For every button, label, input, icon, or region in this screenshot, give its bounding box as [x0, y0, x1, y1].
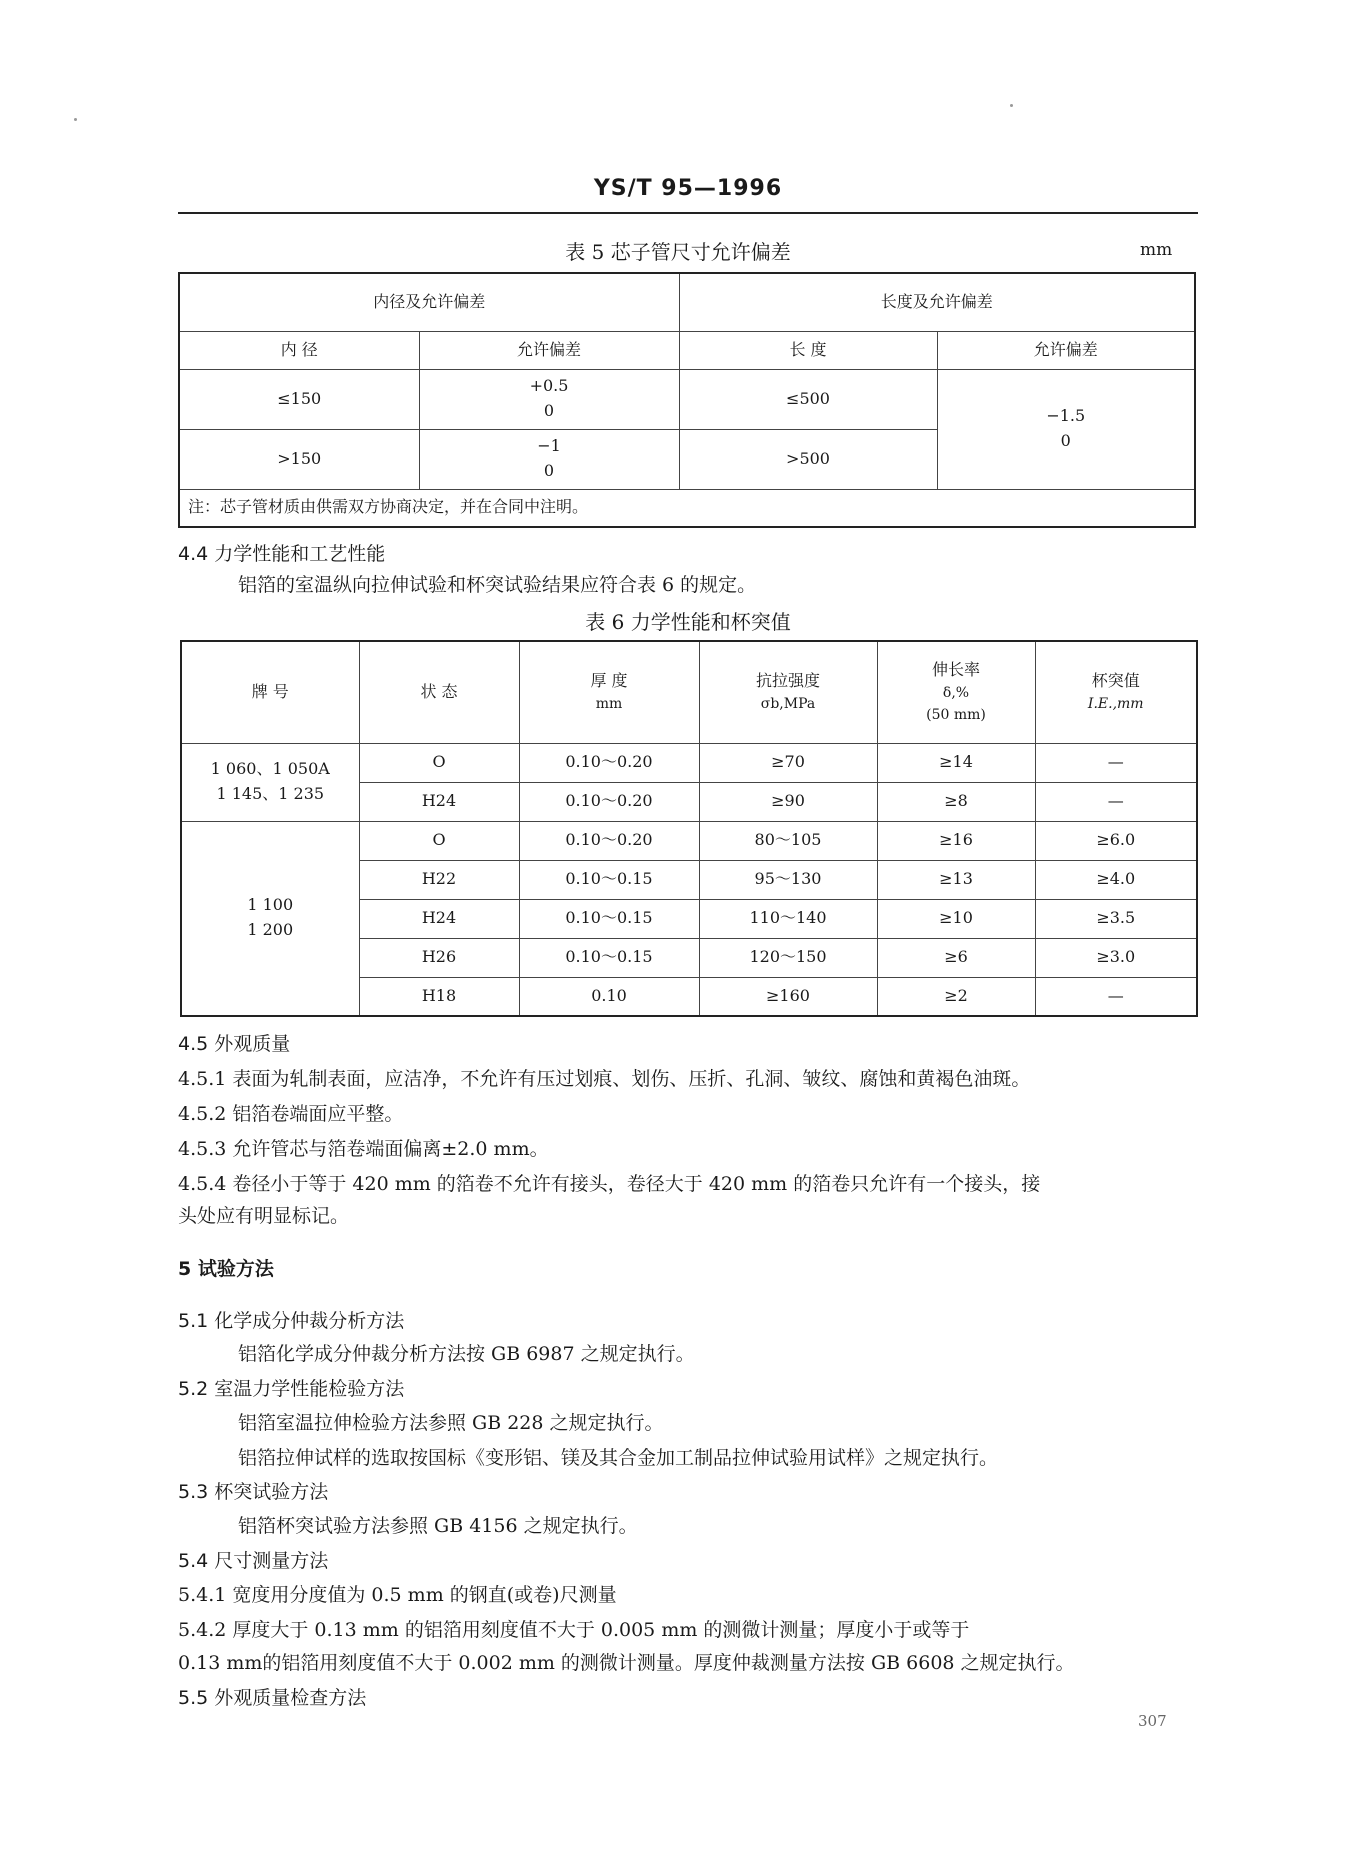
section-5-5-heading: 5.5 外观质量检查方法: [178, 1687, 367, 1709]
table5-col-length: 长 度: [679, 331, 937, 369]
table6-thick-cell: 0.10～0.15: [519, 938, 699, 977]
section-4-4-heading: 4.4 力学性能和工艺性能: [178, 543, 386, 565]
table6-cup-cell: ≥4.0: [1035, 860, 1197, 899]
table6-cup-cell: ≥6.0: [1035, 821, 1197, 860]
section-5-2-text-2: 铝箔拉伸试样的选取按国标《变形铝、镁及其合金加工制品拉伸试验用试样》之规定执行。: [238, 1447, 999, 1469]
table6-thick-cell: 0.10: [519, 977, 699, 1016]
table-row: [181, 821, 1197, 860]
section-4-5-heading: 4.5 外观质量: [178, 1033, 291, 1055]
header-rule: [178, 212, 1198, 214]
table6-elong-cell: ≥14: [877, 743, 1035, 782]
table5-col-inner-tol: 允许偏差: [419, 331, 679, 369]
section-5-4-1: 5.4.1 宽度用分度值为 0.5 mm 的钢直(或卷)尺测量: [178, 1584, 617, 1606]
table6-thick-cell: 0.10～0.20: [519, 821, 699, 860]
section-5-3-text: 铝箔杯突试验方法参照 GB 4156 之规定执行。: [238, 1515, 638, 1537]
section-5-1-text: 铝箔化学成分仲裁分析方法按 GB 6987 之规定执行。: [238, 1343, 695, 1365]
table-row: [179, 369, 1195, 429]
table6-caption: 表 6 力学性能和杯突值: [585, 610, 791, 634]
table6-thick-cell: 0.10～0.20: [519, 743, 699, 782]
table6-grade-group-1: [181, 743, 359, 821]
section-5-4-2-line2: 0.13 mm的铝箔用刻度值不大于 0.002 mm 的测微计测量。厚度仲裁测量方法按 GB 6608 之规定执行。: [178, 1652, 1075, 1674]
tol-lower: 0: [543, 461, 555, 480]
table6-header-elongation: [877, 641, 1035, 743]
section-5-2-text-1: 铝箔室温拉伸检验方法参照 GB 228 之规定执行。: [238, 1412, 664, 1434]
table5-inner-cell: >150: [179, 429, 419, 489]
table6-state-cell: H22: [359, 860, 519, 899]
table6-elong-cell: ≥8: [877, 782, 1035, 821]
table6-state-cell: O: [359, 821, 519, 860]
table6-tensile-cell: 95～130: [699, 860, 877, 899]
table6-elong-cell: ≥16: [877, 821, 1035, 860]
table6-elong-cell: ≥6: [877, 938, 1035, 977]
header-unit: mm: [595, 695, 623, 712]
section-5-4-heading: 5.4 尺寸测量方法: [178, 1550, 329, 1572]
table-row: [181, 743, 1197, 782]
section-4-5-4-line2: 头处应有明显标记。: [178, 1205, 350, 1227]
table5-unit: mm: [1140, 240, 1173, 260]
section-5-1-heading: 5.1 化学成分仲裁分析方法: [178, 1310, 405, 1332]
table6-header-grade: 牌 号: [181, 641, 359, 743]
header-gauge: (50 mm): [926, 706, 986, 723]
table6-header-cup: [1035, 641, 1197, 743]
table5-group-inner: 内径及允许偏差: [179, 273, 679, 331]
table6-header-tensile: [699, 641, 877, 743]
section-4-5-3: 4.5.3 允许管芯与箔卷端面偏离±2.0 mm。: [178, 1138, 549, 1160]
table6: [180, 640, 1198, 1017]
section-4-5-4-line1: 4.5.4 卷径小于等于 420 mm 的箔卷不允许有接头，卷径大于 420 mm 的箔卷只允许有一个接头，接: [178, 1173, 1041, 1195]
table5-caption: 表 5 芯子管尺寸允许偏差: [565, 240, 791, 264]
tol-upper: +0.5: [529, 376, 569, 396]
table6-cup-cell: —: [1035, 977, 1197, 1016]
section-5-heading: 5 试验方法: [178, 1258, 274, 1280]
table5-length-cell: >500: [679, 429, 937, 489]
section-4-5-2: 4.5.2 铝箔卷端面应平整。: [178, 1103, 404, 1125]
section-4-4-text: 铝箔的室温纵向拉伸试验和杯突试验结果应符合表 6 的规定。: [238, 574, 757, 596]
table6-state-cell: H24: [359, 782, 519, 821]
table5-note: 注：芯子管材质由供需双方协商决定，并在合同中注明。: [179, 489, 1195, 527]
table6-elong-cell: ≥10: [877, 899, 1035, 938]
table6-header-state: 状 态: [359, 641, 519, 743]
table5-group-length: 长度及允许偏差: [679, 273, 1195, 331]
section-4-5-1: 4.5.1 表面为轧制表面，应洁净，不允许有压过划痕、划伤、压折、孔洞、皱纹、腐蚀和黄褐色油斑。: [178, 1068, 1031, 1090]
table5: [178, 272, 1196, 528]
tol-upper: −1: [537, 436, 561, 456]
table6-elong-cell: ≥2: [877, 977, 1035, 1016]
section-5-3-heading: 5.3 杯突试验方法: [178, 1481, 329, 1503]
table6-cup-cell: —: [1035, 743, 1197, 782]
table6-thick-cell: 0.10～0.15: [519, 899, 699, 938]
table6-tensile-cell: ≥160: [699, 977, 877, 1016]
table6-state-cell: H26: [359, 938, 519, 977]
table6-thick-cell: 0.10～0.15: [519, 860, 699, 899]
table6-grade-group-2: [181, 821, 359, 1016]
tol-lower: 0: [543, 401, 555, 420]
scan-speck: [1010, 104, 1013, 107]
table6-tensile-cell: 80～105: [699, 821, 877, 860]
table6-tensile-cell: 110～140: [699, 899, 877, 938]
table5-inner-tol-cell: [419, 369, 679, 429]
grade-line: 1 200: [247, 920, 294, 940]
table5-inner-cell: ≤150: [179, 369, 419, 429]
table5-length-tol-cell: [937, 369, 1195, 489]
scan-speck: [74, 118, 77, 121]
table5-col-length-tol: 允许偏差: [937, 331, 1195, 369]
table5-length-cell: ≤500: [679, 369, 937, 429]
document-header-id: YS/T 95—1996: [593, 176, 783, 201]
table6-tensile-cell: ≥70: [699, 743, 877, 782]
tol-upper: −1.5: [1046, 406, 1086, 426]
table6-header-thickness: [519, 641, 699, 743]
header-unit: δ,%: [942, 684, 970, 701]
table6-state-cell: H18: [359, 977, 519, 1016]
table6-cup-cell: ≥3.0: [1035, 938, 1197, 977]
page-number: 307: [1138, 1712, 1167, 1730]
table6-state-cell: H24: [359, 899, 519, 938]
header-unit: σb,MPa: [760, 695, 816, 712]
section-5-2-heading: 5.2 室温力学性能检验方法: [178, 1378, 405, 1400]
header-label: 抗拉强度: [755, 671, 820, 690]
header-label: 厚 度: [590, 671, 628, 690]
grade-line: 1 100: [247, 895, 294, 915]
header-unit: I.E.,mm: [1087, 695, 1144, 712]
grade-line: 1 060、1 050A: [210, 759, 330, 779]
table6-elong-cell: ≥13: [877, 860, 1035, 899]
header-label: 伸长率: [931, 660, 980, 680]
table5-col-inner: 内 径: [179, 331, 419, 369]
grade-line: 1 145、1 235: [216, 784, 325, 803]
table6-tensile-cell: 120～150: [699, 938, 877, 977]
tol-lower: 0: [1060, 431, 1071, 450]
table6-state-cell: O: [359, 743, 519, 782]
table6-cup-cell: ≥3.5: [1035, 899, 1197, 938]
table5-inner-tol-cell: [419, 429, 679, 489]
table6-tensile-cell: ≥90: [699, 782, 877, 821]
section-5-4-2-line1: 5.4.2 厚度大于 0.13 mm 的铝箔用刻度值不大于 0.005 mm 的测微计测量；厚度小于或等于: [178, 1619, 970, 1641]
header-label: 杯突值: [1091, 671, 1140, 690]
table6-thick-cell: 0.10～0.20: [519, 782, 699, 821]
table6-cup-cell: —: [1035, 782, 1197, 821]
